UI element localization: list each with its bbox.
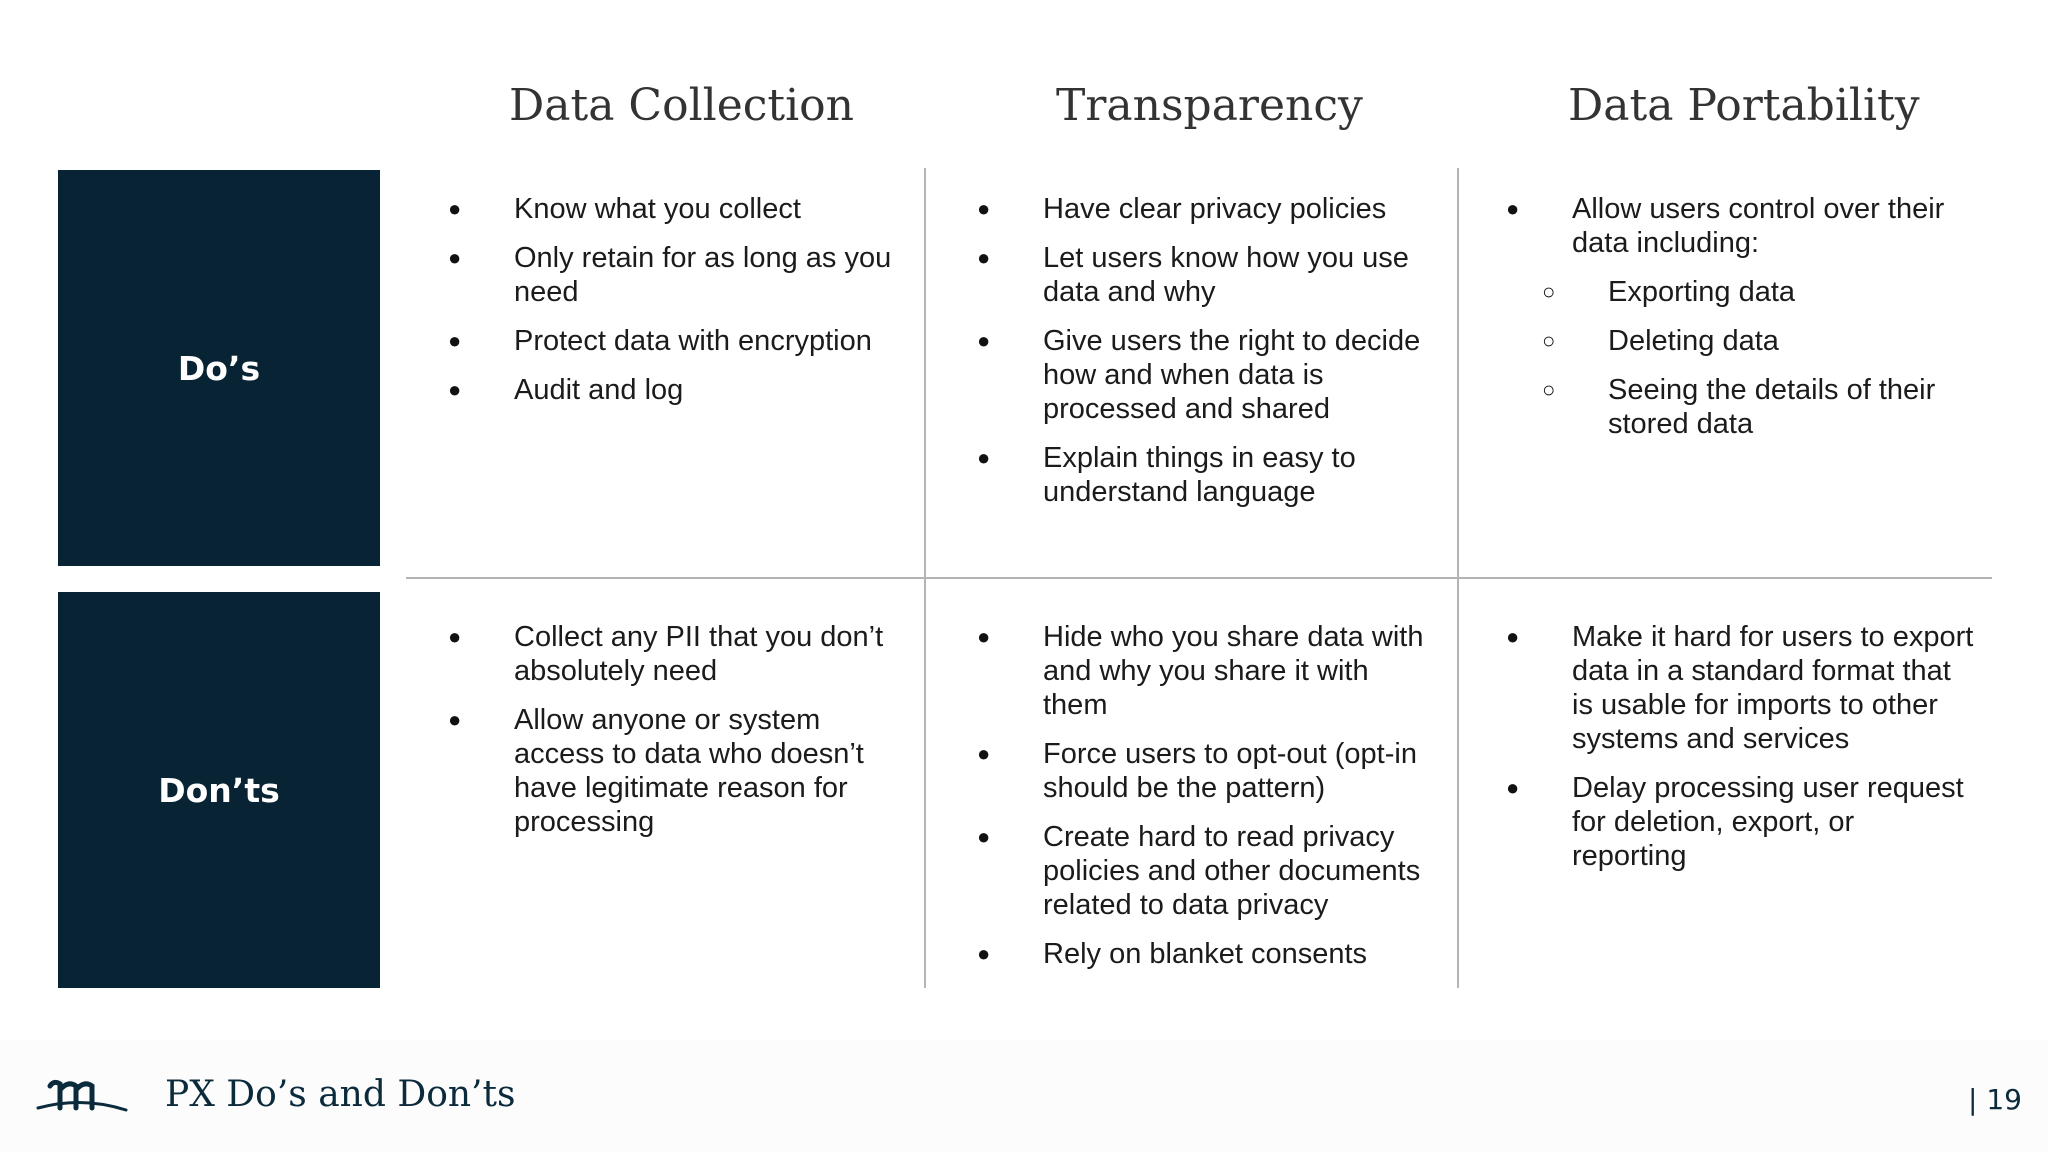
list-dos-transparency	[977, 192, 1437, 509]
cell-dos-transparency	[977, 192, 1437, 524]
row-label-donts-text: Don’ts	[158, 770, 280, 810]
column-header-data-collection: Data Collection	[509, 80, 854, 131]
cell-dos-data-portability	[1506, 192, 1976, 456]
list-item: ● Make it hard for users to export data in a standard format that is usable for imports to other systems and services	[1506, 620, 1976, 756]
list-item: ● Let users know how you use data and why	[977, 241, 1437, 309]
row-divider	[406, 577, 1992, 579]
list-donts-data-portability	[1506, 620, 1976, 873]
list-donts-data-collection	[448, 620, 903, 839]
list-donts-transparency	[977, 620, 1437, 971]
m-wave-logo-icon	[36, 1078, 128, 1118]
list-item: ● Create hard to read privacy policies and other documents related to data privacy	[977, 820, 1437, 922]
cell-donts-transparency	[977, 620, 1437, 986]
list-item: ● Have clear privacy policies	[977, 192, 1437, 226]
list-item: ● Only retain for as long as you need	[448, 241, 903, 309]
cell-donts-data-portability	[1506, 620, 1976, 888]
sub-list-item: ○ Deleting data	[1608, 324, 1976, 358]
page-number: | 19	[1968, 1083, 2022, 1116]
list-dos-data-portability	[1506, 192, 1976, 441]
row-label-dos	[58, 170, 380, 566]
list-item: ● Delay processing user request for deletion, export, or reporting	[1506, 771, 1976, 873]
sub-list-item: ○ Exporting data	[1608, 275, 1976, 309]
list-dos-data-collection	[448, 192, 903, 407]
list-item: ● Audit and log	[448, 373, 903, 407]
cell-dos-data-collection	[448, 192, 903, 422]
slide-title: PX Do’s and Don’ts	[165, 1074, 516, 1115]
list-item: ● Rely on blanket consents	[977, 937, 1437, 971]
row-label-donts	[58, 592, 380, 988]
column-header-transparency: Transparency	[1056, 80, 1363, 131]
list-item: ● Force users to opt-out (opt-in should be the pattern)	[977, 737, 1437, 805]
list-item: ● Hide who you share data with and why you share it with them	[977, 620, 1437, 722]
list-item: ● Collect any PII that you don’t absolutely need	[448, 620, 903, 688]
list-item: ● Explain things in easy to understand language	[977, 441, 1437, 509]
list-item: ● Allow users control over their data including:	[1506, 192, 1976, 260]
column-header-data-portability: Data Portability	[1568, 80, 1920, 131]
cell-donts-data-collection	[448, 620, 903, 854]
list-item: ● Give users the right to decide how and when data is processed and shared	[977, 324, 1437, 426]
list-item: ● Know what you collect	[448, 192, 903, 226]
sub-list-item: ○ Seeing the details of their stored data	[1608, 373, 1976, 441]
list-item: ● Allow anyone or system access to data who doesn’t have legitimate reason for processing	[448, 703, 903, 839]
row-label-dos-text: Do’s	[177, 348, 261, 388]
list-item: ● Protect data with encryption	[448, 324, 903, 358]
